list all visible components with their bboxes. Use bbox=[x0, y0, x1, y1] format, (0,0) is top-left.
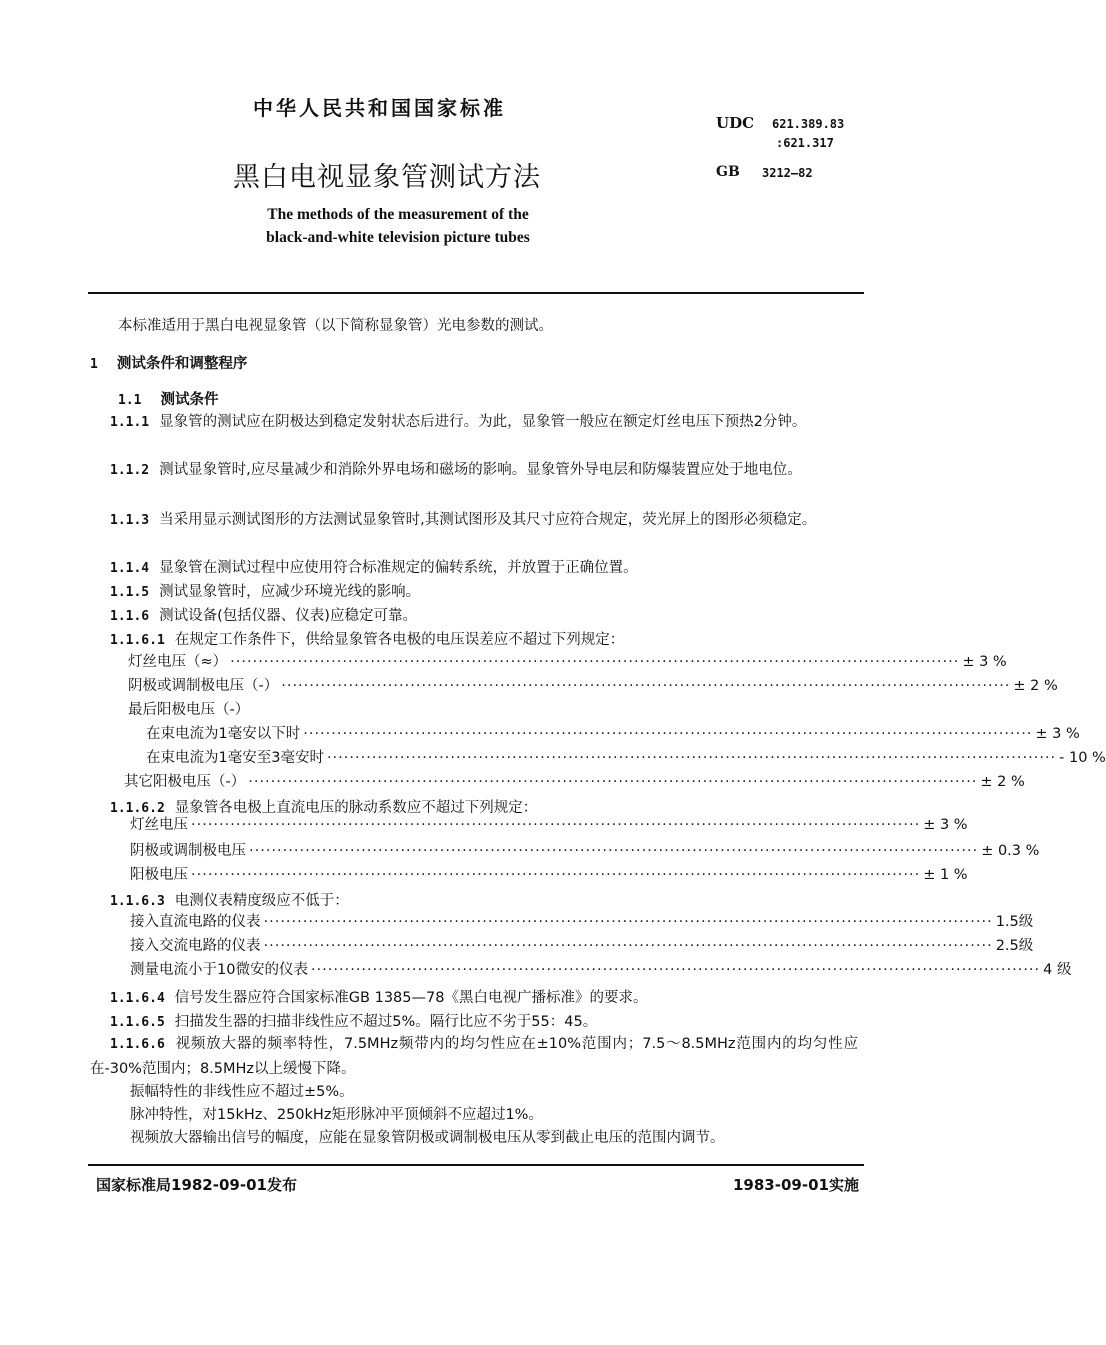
meter-accuracy-row bbox=[130, 912, 1034, 932]
udc-label: UDC bbox=[716, 114, 755, 132]
row-value: ± 2 % bbox=[980, 774, 1025, 790]
section-title: 测试条件和调整程序 bbox=[116, 356, 248, 372]
leader-dots: ·································································································································· bbox=[248, 774, 978, 790]
row-value: 2.5级 bbox=[995, 938, 1034, 954]
clause-number: 1.1.2 bbox=[110, 463, 150, 478]
clause-text: 显象管的测试应在阴极达到稳定发射状态后进行。为此，显象管一般应在额定灯丝电压下预热2分钟。 bbox=[159, 414, 807, 430]
row-value: ± 2 % bbox=[1013, 678, 1058, 694]
amplitude-linearity-note: 振幅特性的非线性应不超过±5%。 bbox=[130, 1084, 354, 1100]
leader-dots: ·································································································································· bbox=[263, 914, 993, 930]
clause-text: 测试显象管时,应尽量减少和消除外界电场和磁场的影响。显象管外导电层和防爆装置应处于地电位。 bbox=[159, 462, 802, 478]
row-label: 在束电流为1毫安以下时 bbox=[146, 726, 301, 742]
section-number: 1 bbox=[90, 357, 98, 372]
row-value: ± 3 % bbox=[962, 654, 1007, 670]
clause-number: 1.1.6.3 bbox=[110, 894, 165, 909]
gb-number: 3212—82 bbox=[762, 166, 813, 180]
leader-dots: ·································································································································· bbox=[249, 843, 979, 859]
row-label: 接入交流电路的仪表 bbox=[130, 938, 261, 954]
leader-dots: ·································································································································· bbox=[230, 654, 960, 670]
voltage-tolerance-row bbox=[146, 724, 1080, 744]
meter-accuracy-row bbox=[130, 936, 1034, 956]
clause-number: 1.1.6.4 bbox=[110, 991, 165, 1006]
row-label: 最后阳极电压（-） bbox=[128, 702, 250, 718]
leader-dots: ·································································································································· bbox=[326, 750, 1057, 766]
row-value: - 10 % bbox=[1059, 750, 1106, 766]
udc-code-primary: 621.389.83 bbox=[772, 117, 845, 131]
ripple-factor-row bbox=[130, 815, 968, 835]
header-divider bbox=[88, 292, 864, 294]
clause-1-1-4 bbox=[90, 556, 858, 581]
clause-1-1-6-3 bbox=[90, 889, 858, 914]
clause-1-1-6-6 bbox=[90, 1032, 858, 1081]
row-value: ± 0.3 % bbox=[981, 843, 1040, 859]
row-label: 阴极或调制极电压 bbox=[130, 843, 246, 859]
voltage-tolerance-row bbox=[128, 700, 866, 720]
leader-dots: ·································································································································· bbox=[310, 962, 1041, 978]
document-title-cn: 黑白电视显象管测试方法 bbox=[233, 162, 541, 193]
clause-number: 1.1.6 bbox=[110, 609, 150, 624]
voltage-tolerance-row bbox=[128, 676, 1058, 696]
issue-date: 国家标准局1982-09-01发布 bbox=[96, 1176, 297, 1194]
section-heading bbox=[90, 352, 247, 373]
leader-dots: ·································································································································· bbox=[191, 817, 921, 833]
row-value: ± 1 % bbox=[923, 867, 968, 883]
footer-divider bbox=[88, 1164, 864, 1166]
clause-1-1-1 bbox=[90, 410, 858, 435]
row-value: ± 3 % bbox=[923, 817, 968, 833]
clause-number: 1.1.6.1 bbox=[110, 633, 165, 648]
row-label: 测量电流小于10微安的仪表 bbox=[130, 962, 308, 978]
ripple-factor-row bbox=[130, 865, 968, 885]
row-value: 4 级 bbox=[1043, 962, 1072, 978]
udc-code-secondary: :621.317 bbox=[776, 136, 834, 150]
clause-number: 1.1.6.5 bbox=[110, 1015, 165, 1030]
leader-dots: ·································································································································· bbox=[263, 938, 993, 954]
clause-text: 电测仪表精度级应不低于： bbox=[174, 893, 349, 909]
leader-dots: ·································································································································· bbox=[281, 678, 1011, 694]
clause-1-1-5 bbox=[90, 580, 858, 605]
clause-text: 信号发生器应符合国家标准GB 1385—78《黑白电视广播标准》的要求。 bbox=[174, 990, 648, 1006]
voltage-tolerance-row bbox=[128, 652, 1007, 672]
clause-number: 1.1.1 bbox=[110, 415, 150, 430]
clause-number: 1.1.5 bbox=[110, 585, 150, 600]
clause-number: 1.1.6.6 bbox=[110, 1037, 165, 1052]
clause-text: 测试设备(包括仪器、仪表)应稳定可靠。 bbox=[159, 608, 417, 624]
clause-text: 在规定工作条件下，供给显象管各电极的电压误差应不超过下列规定： bbox=[174, 632, 625, 648]
output-amplitude-note: 视频放大器输出信号的幅度，应能在显象管阴极或调制极电压从零到截止电压的范围内调节。 bbox=[130, 1130, 725, 1146]
row-value: 1.5级 bbox=[995, 914, 1034, 930]
row-label: 在束电流为1毫安至3毫安时 bbox=[146, 750, 324, 766]
gb-label: GB bbox=[716, 164, 740, 180]
row-label: 灯丝电压（≈） bbox=[128, 654, 228, 670]
clause-text: 显象管各电极上直流电压的脉动系数应不超过下列规定： bbox=[174, 800, 538, 816]
clause-number: 1.1.6.2 bbox=[110, 801, 165, 816]
leader-dots: ·································································································································· bbox=[191, 867, 921, 883]
clause-1-1-6 bbox=[90, 604, 858, 629]
row-label: 灯丝电压 bbox=[130, 817, 188, 833]
voltage-tolerance-row bbox=[124, 772, 1025, 792]
effective-date: 1983-09-01实施 bbox=[733, 1176, 859, 1194]
document-title-en-line1: The methods of the measurement of the bbox=[267, 206, 529, 223]
clause-text: 扫描发生器的扫描非线性应不超过5%。隔行比应不劣于55：45。 bbox=[174, 1014, 598, 1030]
clause-1-1-6-4 bbox=[90, 986, 858, 1011]
row-label: 阴极或调制极电压（-） bbox=[128, 678, 279, 694]
clause-number: 1.1.3 bbox=[110, 513, 150, 528]
ripple-factor-row bbox=[130, 841, 1040, 861]
clause-text: 当采用显示测试图形的方法测试显象管时,其测试图形及其尺寸应符合规定，荧光屏上的图形必须稳定。 bbox=[159, 512, 817, 528]
pulse-response-note: 脉冲特性，对15kHz、250kHz矩形脉冲平顶倾斜不应超过1%。 bbox=[130, 1107, 543, 1123]
row-label: 阳极电压 bbox=[130, 867, 188, 883]
clause-text: 视频放大器的频率特性，7.5MHz频带内的均匀性应在±10%范围内；7.5～8.5MHz范围内的均匀性应在-30%范围内；8.5MHz以上缓慢下降。 bbox=[90, 1036, 858, 1077]
subsection-title: 测试条件 bbox=[160, 392, 219, 408]
clause-1-1-2 bbox=[90, 458, 858, 483]
clause-1-1-6-1 bbox=[90, 628, 858, 653]
scope-statement: 本标准适用于黑白电视显象管（以下简称显象管）光电参数的测试。 bbox=[118, 318, 553, 334]
row-label: 接入直流电路的仪表 bbox=[130, 914, 261, 930]
leader-dots: ·································································································································· bbox=[303, 726, 1033, 742]
clause-1-1-3 bbox=[90, 508, 858, 533]
row-label: 其它阳极电压（-） bbox=[124, 774, 246, 790]
subsection-number: 1.1 bbox=[118, 393, 142, 408]
row-value: ± 3 % bbox=[1035, 726, 1080, 742]
issuing-country-standard-heading: 中华人民共和国国家标准 bbox=[253, 96, 506, 120]
clause-number: 1.1.4 bbox=[110, 561, 150, 576]
subsection-heading bbox=[118, 388, 219, 409]
voltage-tolerance-row bbox=[146, 748, 1106, 768]
clause-text: 测试显象管时，应减少环境光线的影响。 bbox=[159, 584, 421, 600]
document-title-en-line2: black-and-white television picture tubes bbox=[266, 229, 530, 246]
meter-accuracy-row bbox=[130, 960, 1072, 980]
clause-text: 显象管在测试过程中应使用符合标准规定的偏转系统，并放置于正确位置。 bbox=[159, 560, 638, 576]
